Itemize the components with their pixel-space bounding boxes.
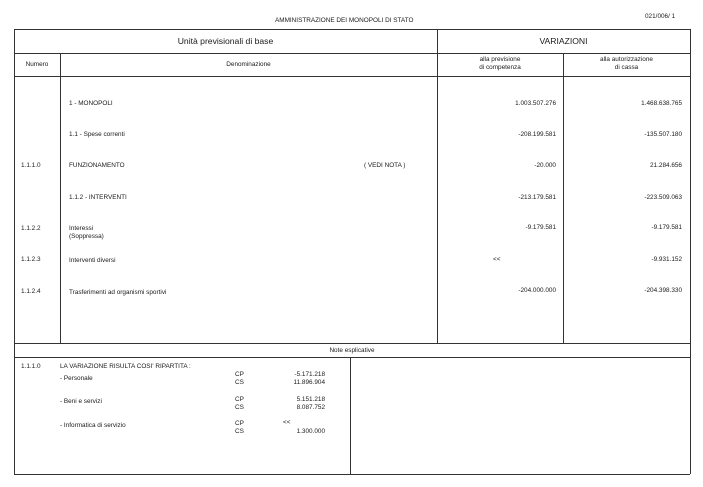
- notes-item-label: - Beni e servizi: [60, 398, 102, 405]
- notes-divider: [350, 357, 351, 474]
- row-numero: 1.1.2.4: [21, 288, 41, 295]
- row-previsione: 1.003.507.276: [515, 100, 556, 107]
- notes-item-label: - Personale: [60, 375, 93, 382]
- notes-cp-value: <<: [283, 419, 291, 426]
- row-note-ref: ( VEDI NOTA ): [364, 162, 406, 169]
- notes-cp-value: 5.151.218: [296, 396, 325, 403]
- notes-header: Note esplicative: [329, 347, 375, 354]
- unita-header: Unità previsionali di base: [177, 36, 274, 46]
- row-previsione: -20.000: [534, 162, 556, 169]
- row-denominazione: FUNZIONAMENTO: [69, 162, 125, 169]
- col-divider-numero: [60, 53, 61, 343]
- notes-cs-value: 8.087.752: [296, 404, 325, 411]
- row-cassa: -204.398.330: [644, 287, 682, 294]
- col-divider-variazioni: [437, 29, 438, 343]
- row-cassa: 1.468.638.765: [641, 100, 682, 107]
- row-numero: 1.1.1.0: [21, 162, 41, 169]
- col-divider-cassa: [563, 53, 564, 343]
- row-cassa: -9.931.152: [651, 256, 682, 263]
- notes-cs-label: CS: [235, 379, 244, 386]
- row-previsione: <<: [493, 256, 501, 263]
- col-header-numero: Numero: [25, 61, 49, 68]
- row-denominazione: Trasferimenti ad organismi sportivi: [69, 289, 167, 296]
- notes-cs-value: 11.896.904: [293, 379, 325, 386]
- row-cassa: -223.509.063: [644, 194, 682, 201]
- row-denominazione: Interventi diversi: [69, 257, 116, 264]
- col-header-denominazione: Denominazione: [226, 61, 271, 68]
- table-border-left: [14, 29, 15, 474]
- row-denominazione: 1 - MONOPOLI: [69, 100, 113, 107]
- row-cassa: -135.507.180: [644, 131, 682, 138]
- row-denominazione: 1.1 - Spese correnti: [69, 131, 125, 138]
- variazioni-header: VARIAZIONI: [539, 36, 588, 46]
- page-title: AMMINISTRAZIONE DEI MONOPOLI DI STATO: [275, 17, 414, 24]
- row-numero: 1.1.2.3: [21, 256, 41, 263]
- row-denominazione: 1.1.2 - INTERVENTI: [69, 194, 127, 201]
- col-header-cassa-2: di cassa: [614, 64, 639, 71]
- notes-cs-label: CS: [235, 428, 244, 435]
- notes-cp-label: CP: [235, 420, 244, 427]
- table-border-right: [690, 29, 691, 474]
- row-cassa: -9.179.581: [651, 224, 682, 231]
- row-denominazione-sub: (Soppressa): [69, 233, 104, 240]
- notes-cp-label: CP: [235, 396, 244, 403]
- notes-header-divider: [14, 357, 690, 358]
- header-divider-1: [14, 53, 690, 54]
- row-previsione: -204.000.000: [518, 287, 556, 294]
- header-divider-2: [14, 76, 690, 77]
- row-previsione: -9.179.581: [525, 224, 556, 231]
- notes-cs-value: 1.300.000: [296, 428, 325, 435]
- page-code: 021/006/ 1: [645, 13, 676, 20]
- row-numero: 1.1.2.2: [21, 225, 41, 232]
- table-border-bottom: [14, 474, 690, 475]
- row-previsione: -213.179.581: [518, 194, 556, 201]
- row-previsione: -208.199.581: [518, 131, 556, 138]
- table-body-bottom: [14, 343, 690, 344]
- notes-numero: 1.1.1.0: [21, 363, 41, 370]
- row-denominazione: Interessi: [69, 225, 94, 232]
- table-border-top: [14, 29, 690, 30]
- col-header-previsione-1: alla previsione: [479, 56, 521, 63]
- notes-cs-label: CS: [235, 404, 244, 411]
- notes-cp-label: CP: [235, 371, 244, 378]
- notes-item-label: - Informatica di servizio: [60, 422, 126, 429]
- row-cassa: 21.284.656: [650, 162, 682, 169]
- notes-cp-value: -5.171.218: [294, 371, 325, 378]
- col-header-cassa-1: alla autorizzazione: [600, 56, 653, 63]
- col-header-previsione-2: di competenza: [479, 64, 521, 71]
- notes-intro: LA VARIAZIONE RISULTA COSI' RIPARTITA :: [60, 363, 191, 370]
